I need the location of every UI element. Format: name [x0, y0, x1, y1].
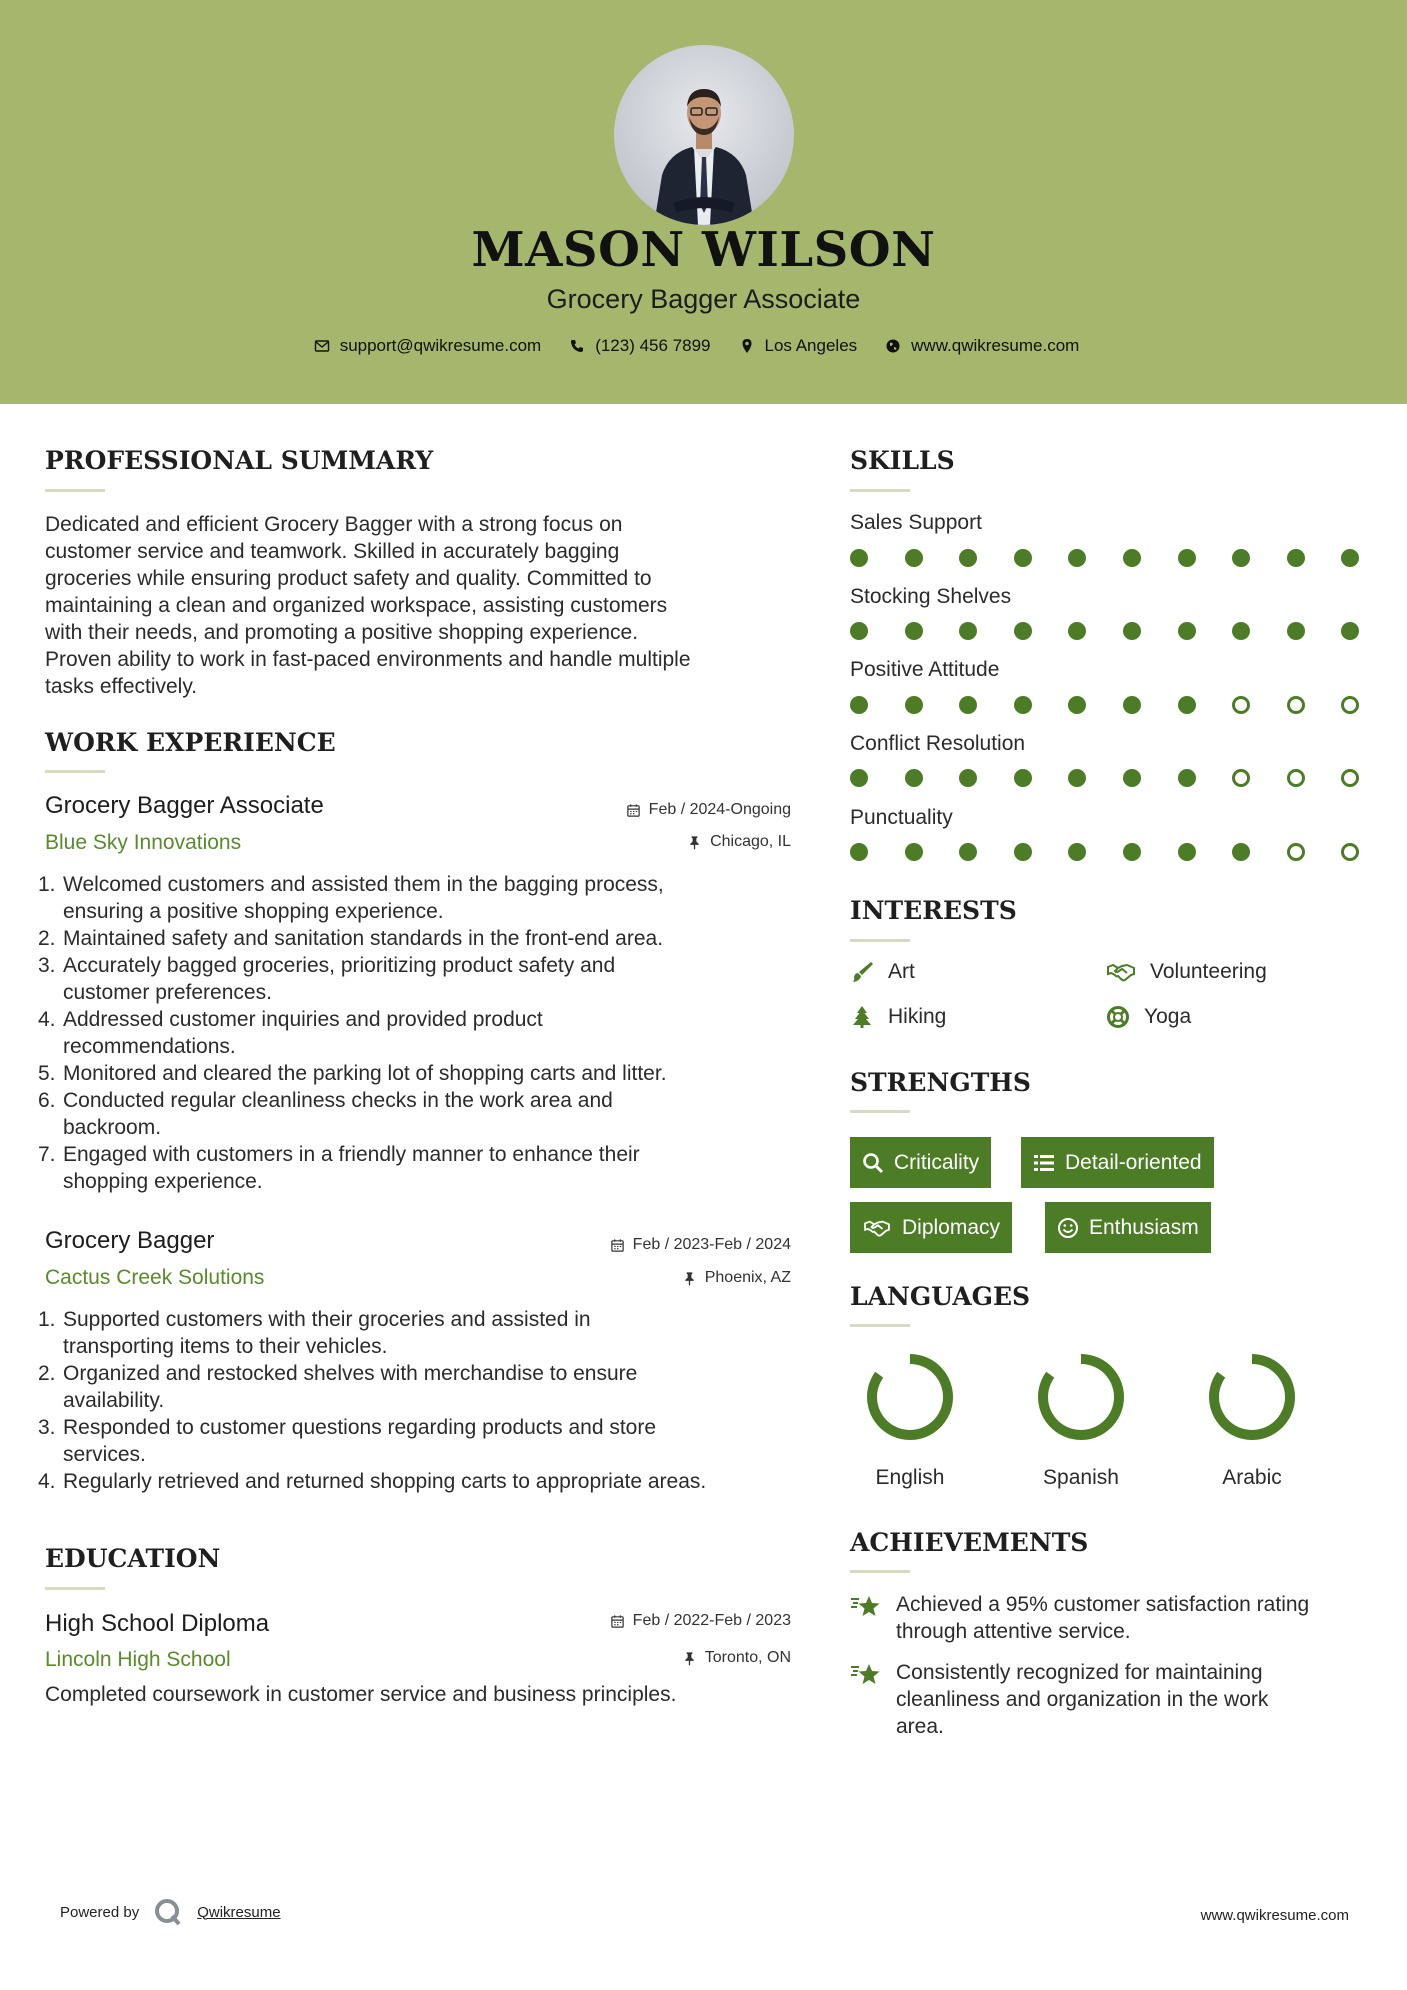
skill-dot-filled [905, 622, 923, 640]
list-text [63, 1060, 667, 1087]
list-number: 2. [38, 927, 56, 950]
summary-line: groceries while ensuring product safety and quality. Committed to [45, 567, 652, 590]
strength-label: Detail-oriented [1065, 1150, 1202, 1174]
skill-dot-filled [850, 769, 868, 787]
list-line: Addressed customer inquiries and provided product [63, 1008, 543, 1031]
resume-header [0, 0, 1407, 404]
skill-name: Punctuality [850, 806, 953, 829]
language-ring [1207, 1352, 1297, 1442]
job-date-text: Feb / 2023-Feb / 2024 [632, 1236, 791, 1253]
skill-dot-filled [1014, 622, 1032, 640]
contact-website-text: www.qwikresume.com [911, 336, 1080, 355]
summary-line: with their needs, and promoting a positive shopping experience. [45, 621, 639, 644]
skill-rating [850, 696, 1370, 716]
degree-title: High School Diploma [45, 1610, 270, 1637]
achievement-text [896, 1591, 1309, 1645]
job-location-text: Chicago, IL [710, 833, 791, 850]
skill-dot-filled [1068, 696, 1086, 714]
contact-email-text: support@qwikresume.com [339, 336, 542, 355]
skill-name: Sales Support [850, 511, 982, 534]
interest-label: Hiking [888, 1005, 947, 1028]
person-silhouette-icon [614, 45, 794, 225]
job-company: Cactus Creek Solutions [45, 1266, 265, 1289]
list-text [63, 1087, 613, 1141]
job-company: Blue Sky Innovations [45, 831, 242, 854]
language-progress-arc [1043, 1359, 1119, 1435]
achievement-line: area. [896, 1715, 944, 1738]
list-item [38, 871, 798, 925]
list-text [63, 1006, 543, 1060]
list-number: 3. [38, 1416, 56, 1439]
achievement-item [850, 1659, 1370, 1740]
language-item [850, 1352, 970, 1490]
interest-item [1106, 960, 1267, 984]
list-line: transporting items to their vehicles. [63, 1335, 388, 1358]
education-underline [45, 1587, 105, 1590]
skill-dot-filled [1123, 622, 1141, 640]
list-line: Responded to customer questions regarding products and store [63, 1416, 657, 1439]
skill-dot-filled [1287, 549, 1305, 567]
skill-dot-filled [1341, 622, 1359, 640]
skill-dot-filled [1014, 549, 1032, 567]
skill-dot-filled [1123, 549, 1141, 567]
language-item [1021, 1352, 1141, 1490]
candidate-role: Grocery Bagger Associate [546, 284, 861, 314]
list-icon [1033, 1152, 1055, 1174]
interest-label: Volunteering [1150, 960, 1267, 983]
powered-by-label: Powered by [60, 1903, 140, 1921]
tree-icon [850, 1005, 874, 1029]
achievement-line: Achieved a 95% customer satisfaction rating [896, 1593, 1310, 1616]
strengths-title: STRENGTHS [850, 1068, 1031, 1097]
list-text [63, 1141, 640, 1195]
star-award-icon [850, 1593, 882, 1621]
skill-dot-empty [1232, 769, 1250, 787]
skill-dot-filled [1178, 622, 1196, 640]
list-text [63, 952, 615, 1006]
list-item [38, 1414, 798, 1468]
achievement-line: cleanliness and organization in the work [896, 1688, 1269, 1711]
skills-title: SKILLS [850, 446, 955, 475]
skill-dot-filled [1068, 843, 1086, 861]
qwikresume-link[interactable]: Qwikresume [197, 1903, 281, 1921]
list-text [63, 1360, 637, 1414]
summary-line: maintaining a clean and organized workspace, assisting customers [45, 594, 668, 617]
skill-dot-empty [1287, 696, 1305, 714]
skill-dot-filled [1123, 843, 1141, 861]
strength-badge [850, 1137, 991, 1188]
skill-dot-filled [959, 696, 977, 714]
list-line: Accurately bagged groceries, prioritizing product safety and [63, 954, 616, 977]
strength-label: Criticality [894, 1150, 980, 1174]
interest-item [850, 960, 915, 984]
calendar-icon [610, 1238, 625, 1253]
skill-dot-filled [1232, 843, 1250, 861]
list-line: Organized and restocked shelves with merchandise to ensure [63, 1362, 638, 1385]
education-title: EDUCATION [45, 1544, 221, 1573]
education-location-text: Toronto, ON [704, 1649, 791, 1666]
map-pin-icon [739, 338, 755, 354]
skill-dot-empty [1341, 696, 1359, 714]
list-number: 2. [38, 1362, 56, 1385]
list-text [63, 871, 664, 925]
language-name: Spanish [1043, 1466, 1119, 1489]
language-item [1192, 1352, 1312, 1490]
list-text [63, 1306, 591, 1360]
experience-underline [45, 770, 105, 773]
skill-dot-filled [959, 622, 977, 640]
skill-dot-filled [850, 549, 868, 567]
skill-dot-filled [1232, 549, 1250, 567]
skill-dot-filled [959, 769, 977, 787]
list-line: Regularly retrieved and returned shopping carts to appropriate areas. [63, 1470, 707, 1493]
school-name: Lincoln High School [45, 1648, 231, 1671]
achievements-underline [850, 1570, 910, 1573]
list-number: 7. [38, 1143, 56, 1166]
list-number: 1. [38, 873, 56, 896]
interests-title: INTERESTS [850, 896, 1017, 925]
skill-dot-filled [850, 622, 868, 640]
skill-dot-filled [1014, 843, 1032, 861]
education-description: Completed coursework in customer service and business principles. [45, 1683, 677, 1706]
globe-icon [885, 338, 901, 354]
list-item [38, 925, 798, 952]
pushpin-icon [682, 1271, 697, 1286]
job-date [626, 801, 791, 819]
summary-underline [45, 489, 105, 492]
skill-rating [850, 769, 1370, 789]
search-icon [862, 1152, 884, 1174]
footer-website[interactable]: www.qwikresume.com [1200, 1907, 1349, 1924]
skill-dot-filled [1178, 843, 1196, 861]
language-progress-arc [1214, 1359, 1290, 1435]
achievement-line: Consistently recognized for maintaining [896, 1661, 1263, 1684]
skill-dot-filled [1178, 549, 1196, 567]
list-number: 5. [38, 1062, 56, 1085]
skill-dot-filled [850, 696, 868, 714]
pushpin-icon [687, 835, 702, 850]
lifebuoy-icon [1106, 1005, 1130, 1029]
list-text [63, 925, 663, 952]
skill-dot-filled [1341, 549, 1359, 567]
contact-email[interactable] [314, 336, 542, 356]
list-item [38, 952, 798, 1006]
achievement-item [850, 1591, 1370, 1645]
envelope-icon [314, 338, 330, 354]
skill-dot-empty [1341, 769, 1359, 787]
skill-dot-filled [1068, 769, 1086, 787]
skill-dot-filled [1232, 622, 1250, 640]
experience-title: WORK EXPERIENCE [45, 728, 336, 757]
skill-dot-empty [1287, 769, 1305, 787]
list-line: Engaged with customers in a friendly manner to enhance their [63, 1143, 640, 1166]
summary-line: customer service and teamwork. Skilled in accurately bagging [45, 540, 620, 563]
strength-label: Enthusiasm [1089, 1215, 1199, 1239]
list-item [38, 1060, 798, 1087]
summary-line: Dedicated and efficient Grocery Bagger with a strong focus on [45, 513, 623, 536]
list-number: 1. [38, 1308, 56, 1331]
calendar-icon [626, 803, 641, 818]
list-line: Maintained safety and sanitation standards in the front-end area. [63, 927, 664, 950]
skill-dot-empty [1287, 843, 1305, 861]
job-bullets [38, 1306, 798, 1495]
skill-dot-filled [1068, 622, 1086, 640]
profile-photo [614, 45, 794, 225]
contact-phone[interactable] [569, 336, 710, 356]
skill-name: Stocking Shelves [850, 585, 1012, 608]
footer-powered-by [60, 1897, 281, 1927]
skill-dot-filled [905, 696, 923, 714]
skill-dot-filled [905, 843, 923, 861]
job-date [610, 1236, 791, 1254]
language-ring [865, 1352, 955, 1442]
skill-dot-empty [1232, 696, 1250, 714]
list-number: 4. [38, 1470, 56, 1493]
list-item [38, 1468, 798, 1495]
summary-title: PROFESSIONAL SUMMARY [45, 446, 434, 475]
list-line: Supported customers with their groceries and assisted in [63, 1308, 591, 1331]
interest-item [1106, 1005, 1191, 1029]
skill-dot-filled [1123, 769, 1141, 787]
list-line: Conducted regular cleanliness checks in the work area and [63, 1089, 613, 1112]
phone-icon [569, 338, 585, 354]
job-location-text: Phoenix, AZ [704, 1269, 791, 1286]
skill-dot-filled [1287, 622, 1305, 640]
candidate-name: MASON WILSON [471, 222, 936, 278]
education-date-text: Feb / 2022-Feb / 2023 [632, 1612, 791, 1629]
job-location [682, 1269, 791, 1287]
skill-dot-filled [1014, 769, 1032, 787]
star-award-icon [850, 1661, 882, 1689]
handshake-icon [862, 1217, 892, 1239]
list-item [38, 1306, 798, 1360]
interest-item [850, 1005, 946, 1029]
languages-underline [850, 1324, 910, 1327]
list-line: recommendations. [63, 1035, 236, 1058]
summary-line: tasks effectively. [45, 675, 198, 698]
skill-dot-filled [1068, 549, 1086, 567]
summary-line: Proven ability to work in fast-paced environments and handle multiple [45, 648, 691, 671]
job-bullets [38, 871, 798, 1195]
skill-rating [850, 843, 1370, 863]
interests-underline [850, 939, 910, 942]
contact-phone-text: (123) 456 7899 [595, 336, 711, 355]
list-item [38, 1360, 798, 1414]
list-number: 3. [38, 954, 56, 977]
skill-dot-filled [1178, 696, 1196, 714]
calendar-icon [610, 1614, 625, 1629]
skill-dot-filled [959, 843, 977, 861]
achievement-line: through attentive service. [896, 1620, 1131, 1643]
pushpin-icon [682, 1651, 697, 1666]
language-name: Arabic [1222, 1466, 1282, 1489]
list-line: shopping experience. [63, 1170, 263, 1193]
languages-title: LANGUAGES [850, 1282, 1031, 1311]
education-date [610, 1612, 791, 1630]
contact-website[interactable] [885, 336, 1079, 356]
job-title: Grocery Bagger Associate [45, 792, 324, 819]
list-item [38, 1141, 798, 1195]
summary-text [45, 511, 795, 700]
strength-badge [1021, 1137, 1214, 1188]
list-line: backroom. [63, 1116, 162, 1139]
smile-icon [1057, 1217, 1079, 1239]
skill-dot-filled [905, 549, 923, 567]
interest-label: Art [888, 960, 915, 983]
skill-dot-empty [1341, 843, 1359, 861]
list-line: availability. [63, 1389, 165, 1412]
handshake-icon [1106, 960, 1136, 984]
list-text [63, 1468, 706, 1495]
list-line: ensuring a positive shopping experience. [63, 900, 444, 923]
list-item [38, 1087, 798, 1141]
language-progress-arc [872, 1359, 948, 1435]
strengths-underline [850, 1110, 910, 1113]
skill-dot-filled [1123, 696, 1141, 714]
list-line: Monitored and cleared the parking lot of shopping carts and litter. [63, 1062, 667, 1085]
job-title: Grocery Bagger [45, 1227, 215, 1254]
contact-bar [0, 336, 1407, 356]
job-location [687, 833, 791, 851]
skill-dot-filled [1178, 769, 1196, 787]
language-name: English [875, 1466, 945, 1489]
skill-name: Conflict Resolution [850, 732, 1026, 755]
language-ring [1036, 1352, 1126, 1442]
list-number: 6. [38, 1089, 56, 1112]
skill-name: Positive Attitude [850, 658, 1000, 681]
list-line: Welcomed customers and assisted them in the bagging process, [63, 873, 664, 896]
skill-dot-filled [959, 549, 977, 567]
strength-badge [850, 1202, 1012, 1253]
skill-dot-filled [905, 769, 923, 787]
strength-badge [1045, 1202, 1211, 1253]
achievements-title: ACHIEVEMENTS [850, 1528, 1089, 1557]
qwikresume-logo-icon [153, 1897, 183, 1927]
skill-rating [850, 549, 1370, 569]
list-line: services. [63, 1443, 146, 1466]
interest-label: Yoga [1144, 1005, 1192, 1028]
achievement-text [896, 1659, 1268, 1740]
list-item [38, 1006, 798, 1060]
list-number: 4. [38, 1008, 56, 1031]
skill-dot-filled [850, 843, 868, 861]
list-line: customer preferences. [63, 981, 272, 1004]
paintbrush-icon [850, 960, 874, 984]
contact-location [739, 336, 858, 356]
strength-label: Diplomacy [902, 1215, 1001, 1239]
skill-dot-filled [1014, 696, 1032, 714]
contact-location-text: Los Angeles [764, 336, 858, 355]
skills-underline [850, 489, 910, 492]
education-location [682, 1649, 791, 1667]
job-date-text: Feb / 2024-Ongoing [648, 801, 791, 818]
list-text [63, 1414, 656, 1468]
skill-rating [850, 622, 1370, 642]
